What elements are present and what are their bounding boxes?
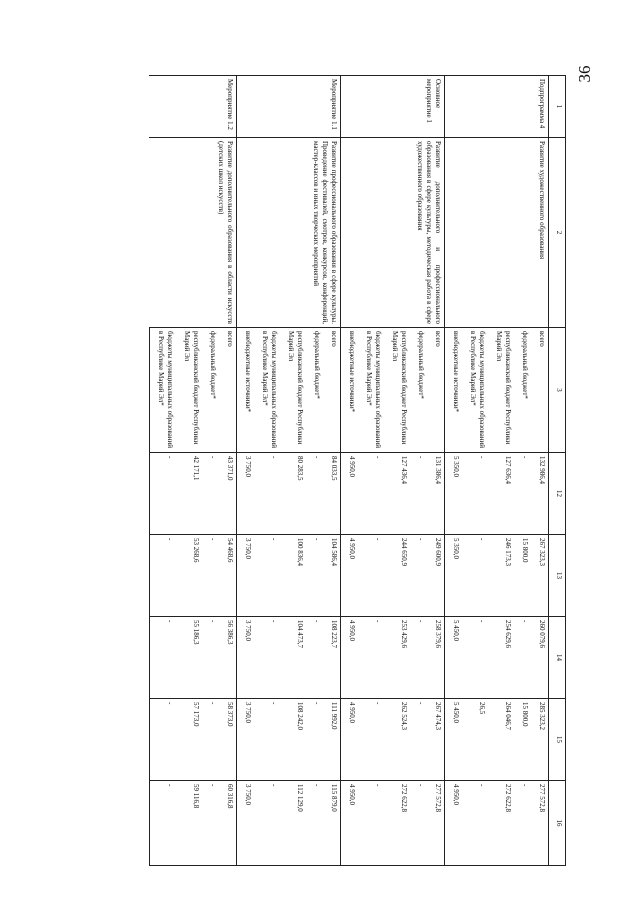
amount-cell: 3 750,0: [237, 535, 255, 617]
amount-cell: 111 992,0: [323, 699, 341, 781]
funding-source-cell: бюджеты муниципальных образований в Республике Марий Эл*: [150, 328, 177, 453]
funding-source-cell: федеральный бюджет*: [514, 328, 531, 453]
amount-cell: 112 129,0: [280, 781, 306, 866]
amount-cell: 272 622,8: [384, 781, 410, 866]
page-number: 36: [575, 65, 594, 83]
table-row: [323, 76, 341, 866]
funding-source-cell: республиканский бюджет Республики Марий Эл: [488, 328, 514, 453]
amount-cell: 26,5: [462, 699, 488, 781]
amount-cell: -: [462, 781, 488, 866]
amount-cell: 115 879,0: [323, 781, 341, 866]
amount-cell: 244 650,9: [384, 535, 410, 617]
funding-source-cell: всего: [219, 328, 237, 453]
table-row: [427, 76, 445, 866]
program-name-cell: Развитие дополнительного и профессионального образования в сфере культуры, методическая работа в сфере художественного образования: [341, 138, 445, 328]
amount-cell: 4 950,0: [341, 781, 359, 866]
amount-cell: 127 636,4: [488, 453, 514, 535]
amount-cell: 254 629,6: [488, 617, 514, 699]
program-code-cell: Основное мероприятие 1: [341, 76, 445, 138]
amount-cell: 5 450,0: [445, 699, 463, 781]
amount-cell: -: [358, 781, 384, 866]
amount-cell: -: [254, 453, 280, 535]
amount-cell: -: [202, 453, 219, 535]
amount-cell: -: [306, 617, 323, 699]
budget-table: [149, 75, 566, 866]
amount-cell: -: [358, 453, 384, 535]
amount-cell: -: [150, 453, 177, 535]
header-col-2: 2: [549, 138, 566, 328]
amount-cell: -: [306, 781, 323, 866]
amount-cell: 5 350,0: [445, 535, 463, 617]
amount-cell: 55 186,3: [176, 617, 202, 699]
amount-cell: -: [306, 535, 323, 617]
amount-cell: 42 171,1: [176, 453, 202, 535]
amount-cell: 4 950,0: [341, 699, 359, 781]
amount-cell: -: [462, 617, 488, 699]
amount-cell: 264 046,7: [488, 699, 514, 781]
amount-cell: 267 474,3: [427, 699, 445, 781]
amount-cell: -: [358, 617, 384, 699]
budget-table-body: [150, 76, 549, 866]
funding-source-cell: всего: [323, 328, 341, 453]
header-col-3: 3: [549, 328, 566, 453]
amount-cell: 258 379,6: [427, 617, 445, 699]
header-col-15: 15: [549, 699, 566, 781]
amount-cell: -: [306, 699, 323, 781]
amount-cell: 3 750,0: [237, 699, 255, 781]
amount-cell: 285 323,2: [531, 699, 549, 781]
amount-cell: 4 950,0: [341, 617, 359, 699]
amount-cell: 100 836,4: [280, 535, 306, 617]
header-col-1: 1: [549, 76, 566, 138]
budget-table-sheet: [96, 75, 566, 865]
amount-cell: -: [306, 453, 323, 535]
amount-cell: 246 173,3: [488, 535, 514, 617]
amount-cell: -: [410, 617, 427, 699]
amount-cell: 59 116,8: [176, 781, 202, 866]
funding-source-cell: внебюджетные источники*: [445, 328, 463, 453]
funding-source-cell: внебюджетные источники*: [237, 328, 255, 453]
funding-source-cell: федеральный бюджет*: [202, 328, 219, 453]
amount-cell: -: [254, 535, 280, 617]
program-name-cell: Развитие профессионального образования в сфере культуры. Проведение фестивалей, смотров, конкурсов, конференций, мастер-классов и иных творческих мероприятий: [237, 138, 341, 328]
funding-source-cell: республиканский бюджет Республики Марий Эл: [280, 328, 306, 453]
amount-cell: -: [514, 781, 531, 866]
amount-cell: -: [410, 781, 427, 866]
amount-cell: 80 283,5: [280, 453, 306, 535]
amount-cell: 127 436,4: [384, 453, 410, 535]
amount-cell: 58 373,0: [219, 699, 237, 781]
amount-cell: 108 223,7: [323, 617, 341, 699]
amount-cell: -: [358, 699, 384, 781]
funding-source-cell: внебюджетные источники*: [341, 328, 359, 453]
table-row: [219, 76, 237, 866]
amount-cell: 57 173,0: [176, 699, 202, 781]
amount-cell: 132 986,4: [531, 453, 549, 535]
amount-cell: 5 450,0: [445, 617, 463, 699]
amount-cell: 15 800,0: [514, 535, 531, 617]
amount-cell: 4 950,0: [341, 453, 359, 535]
amount-cell: 253 429,6: [384, 617, 410, 699]
amount-cell: 84 033,5: [323, 453, 341, 535]
amount-cell: -: [410, 453, 427, 535]
amount-cell: 4 950,0: [341, 535, 359, 617]
amount-cell: 108 242,0: [280, 699, 306, 781]
amount-cell: 54 468,6: [219, 535, 237, 617]
amount-cell: -: [150, 535, 177, 617]
amount-cell: -: [150, 617, 177, 699]
amount-cell: 15 800,0: [514, 699, 531, 781]
amount-cell: 262 524,3: [384, 699, 410, 781]
amount-cell: -: [254, 617, 280, 699]
funding-source-cell: бюджеты муниципальных образований в Республике Марий Эл*: [254, 328, 280, 453]
program-name-cell: Развитие художественного образования: [445, 138, 549, 328]
funding-source-cell: федеральный бюджет*: [410, 328, 427, 453]
amount-cell: 104 586,4: [323, 535, 341, 617]
amount-cell: 56 386,3: [219, 617, 237, 699]
column-number-header-row: [549, 76, 566, 866]
amount-cell: -: [358, 535, 384, 617]
amount-cell: 104 473,7: [280, 617, 306, 699]
funding-source-cell: бюджеты муниципальных образований в Республике Марий Эл*: [462, 328, 488, 453]
funding-source-cell: республиканский бюджет Республики Марий Эл: [384, 328, 410, 453]
header-col-13: 13: [549, 535, 566, 617]
amount-cell: -: [410, 699, 427, 781]
amount-cell: 3 750,0: [237, 453, 255, 535]
funding-source-cell: федеральный бюджет*: [306, 328, 323, 453]
amount-cell: 60 316,8: [219, 781, 237, 866]
amount-cell: -: [514, 453, 531, 535]
header-col-14: 14: [549, 617, 566, 699]
amount-cell: -: [202, 535, 219, 617]
amount-cell: 43 371,0: [219, 453, 237, 535]
amount-cell: -: [150, 699, 177, 781]
amount-cell: -: [202, 617, 219, 699]
amount-cell: 277 572,8: [427, 781, 445, 866]
amount-cell: -: [202, 781, 219, 866]
program-code-cell: Мероприятие 1.2: [150, 76, 237, 138]
funding-source-cell: всего: [531, 328, 549, 453]
funding-source-cell: бюджеты муниципальных образований в Республике Марий Эл*: [358, 328, 384, 453]
amount-cell: 272 622,8: [488, 781, 514, 866]
funding-source-cell: всего: [427, 328, 445, 453]
amount-cell: 53 268,6: [176, 535, 202, 617]
amount-cell: -: [202, 699, 219, 781]
amount-cell: 5 350,0: [445, 453, 463, 535]
program-code-cell: Подпрограмма 4: [445, 76, 549, 138]
amount-cell: -: [254, 781, 280, 866]
amount-cell: -: [150, 781, 177, 866]
amount-cell: -: [514, 617, 531, 699]
amount-cell: 260 079,6: [531, 617, 549, 699]
header-col-16: 16: [549, 781, 566, 866]
amount-cell: 277 572,8: [531, 781, 549, 866]
amount-cell: -: [462, 453, 488, 535]
amount-cell: 249 600,9: [427, 535, 445, 617]
amount-cell: 3 750,0: [237, 781, 255, 866]
amount-cell: -: [254, 699, 280, 781]
header-col-12: 12: [549, 453, 566, 535]
program-name-cell: Развитие дополнительного образования в области искусств (детских школ искусств): [150, 138, 237, 328]
amount-cell: 131 386,4: [427, 453, 445, 535]
funding-source-cell: республиканский бюджет Республики Марий Эл: [176, 328, 202, 453]
program-code-cell: Мероприятие 1.1: [237, 76, 341, 138]
table-row: [531, 76, 549, 866]
amount-cell: -: [410, 535, 427, 617]
amount-cell: -: [462, 535, 488, 617]
amount-cell: 4 950,0: [445, 781, 463, 866]
amount-cell: 3 750,0: [237, 617, 255, 699]
amount-cell: 267 323,3: [531, 535, 549, 617]
